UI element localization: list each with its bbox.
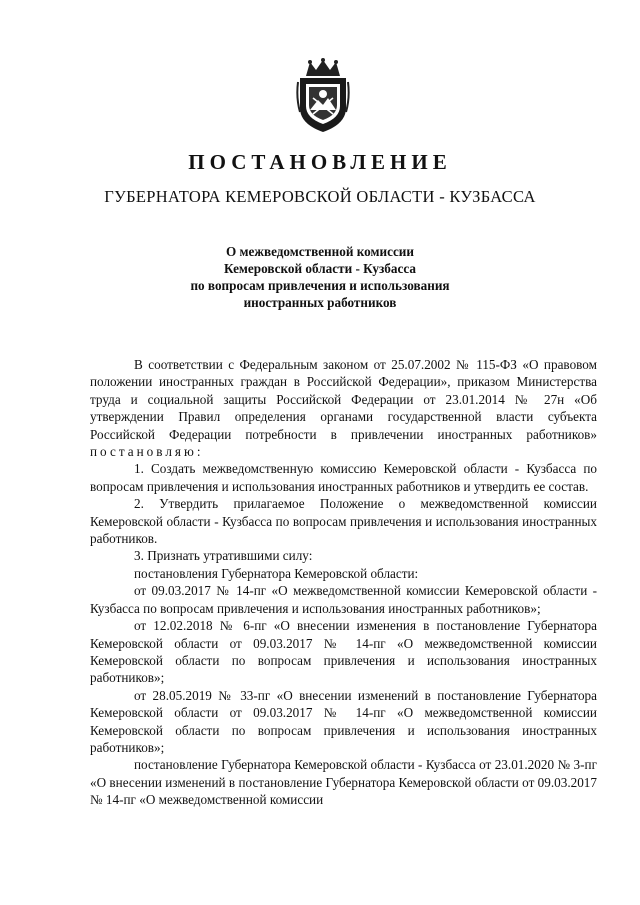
document-type-title: ПОСТАНОВЛЕНИЕ xyxy=(188,150,452,174)
issuing-authority: ГУБЕРНАТОРА КЕМЕРОВСКОЙ ОБЛАСТИ - КУЗБАССА xyxy=(104,187,536,206)
subject-line: Кемеровской области - Кузбасса xyxy=(224,261,416,276)
body-paragraph: 1. Создать межведомственную комиссию Кемеровской области - Кузбасса по вопросам привлечения и использования иностранных работников и утвердить ее состав. xyxy=(90,461,597,494)
document-body xyxy=(90,356,597,809)
body-paragraph: постановление Губернатора Кемеровской области - Кузбасса от 23.01.2020 № 3-пг «О внесении изменений в постановление Губернатора Кемеровской области от 09.03.2017 № 14-пг «О межведомственной комиссии xyxy=(90,757,597,808)
body-paragraph: постановления Губернатора Кемеровской области: xyxy=(134,565,419,581)
body-paragraph: от 09.03.2017 № 14-пг «О межведомственной комиссии Кемеровской области - Кузбасса по вопросам привлечения и использования иностранных работников»; xyxy=(90,583,597,616)
subject-line: иностранных работников xyxy=(243,295,397,310)
decree-word: постановляю: xyxy=(90,444,204,460)
subject-line: О межведомственной комиссии xyxy=(226,244,414,259)
preamble-paragraph xyxy=(90,356,597,460)
preamble-text: В соответствии с Федеральным законом от 25.07.2002 № 115-ФЗ «О правовом положении иностранных граждан в Российской Федерации», приказом Министерства труда и социальной защиты Российской Федерации от 23.01.2014 № 27н «Об утверждении Правил определения органами государственной власти субъекта Российской Федерации потребности в привлечении иностранных работников» xyxy=(90,357,597,442)
coat-of-arms-emblem xyxy=(296,58,350,134)
body-paragraph: 2. Утвердить прилагаемое Положение о межведомственной комиссии Кемеровской области - Кузбасса по вопросам привлечения и использования иностранных работников. xyxy=(90,496,597,547)
subject-line: по вопросам привлечения и использования xyxy=(190,278,450,293)
body-paragraph: 3. Признать утратившими силу: xyxy=(134,548,313,564)
document-subject xyxy=(0,243,640,311)
body-paragraph: от 12.02.2018 № 6-пг «О внесении изменения в постановление Губернатора Кемеровской области от 09.03.2017 № 14-пг «О межведомственной комиссии Кемеровской области по вопросам привлечения и использования иностранных работников»; xyxy=(90,618,597,686)
body-paragraph: от 28.05.2019 № 33-пг «О внесении изменений в постановление Губернатора Кемеровской области от 09.03.2017 № 14-пг «О межведомственной комиссии Кемеровской области по вопросам привлечения и использования иностранных работников»; xyxy=(90,687,597,755)
